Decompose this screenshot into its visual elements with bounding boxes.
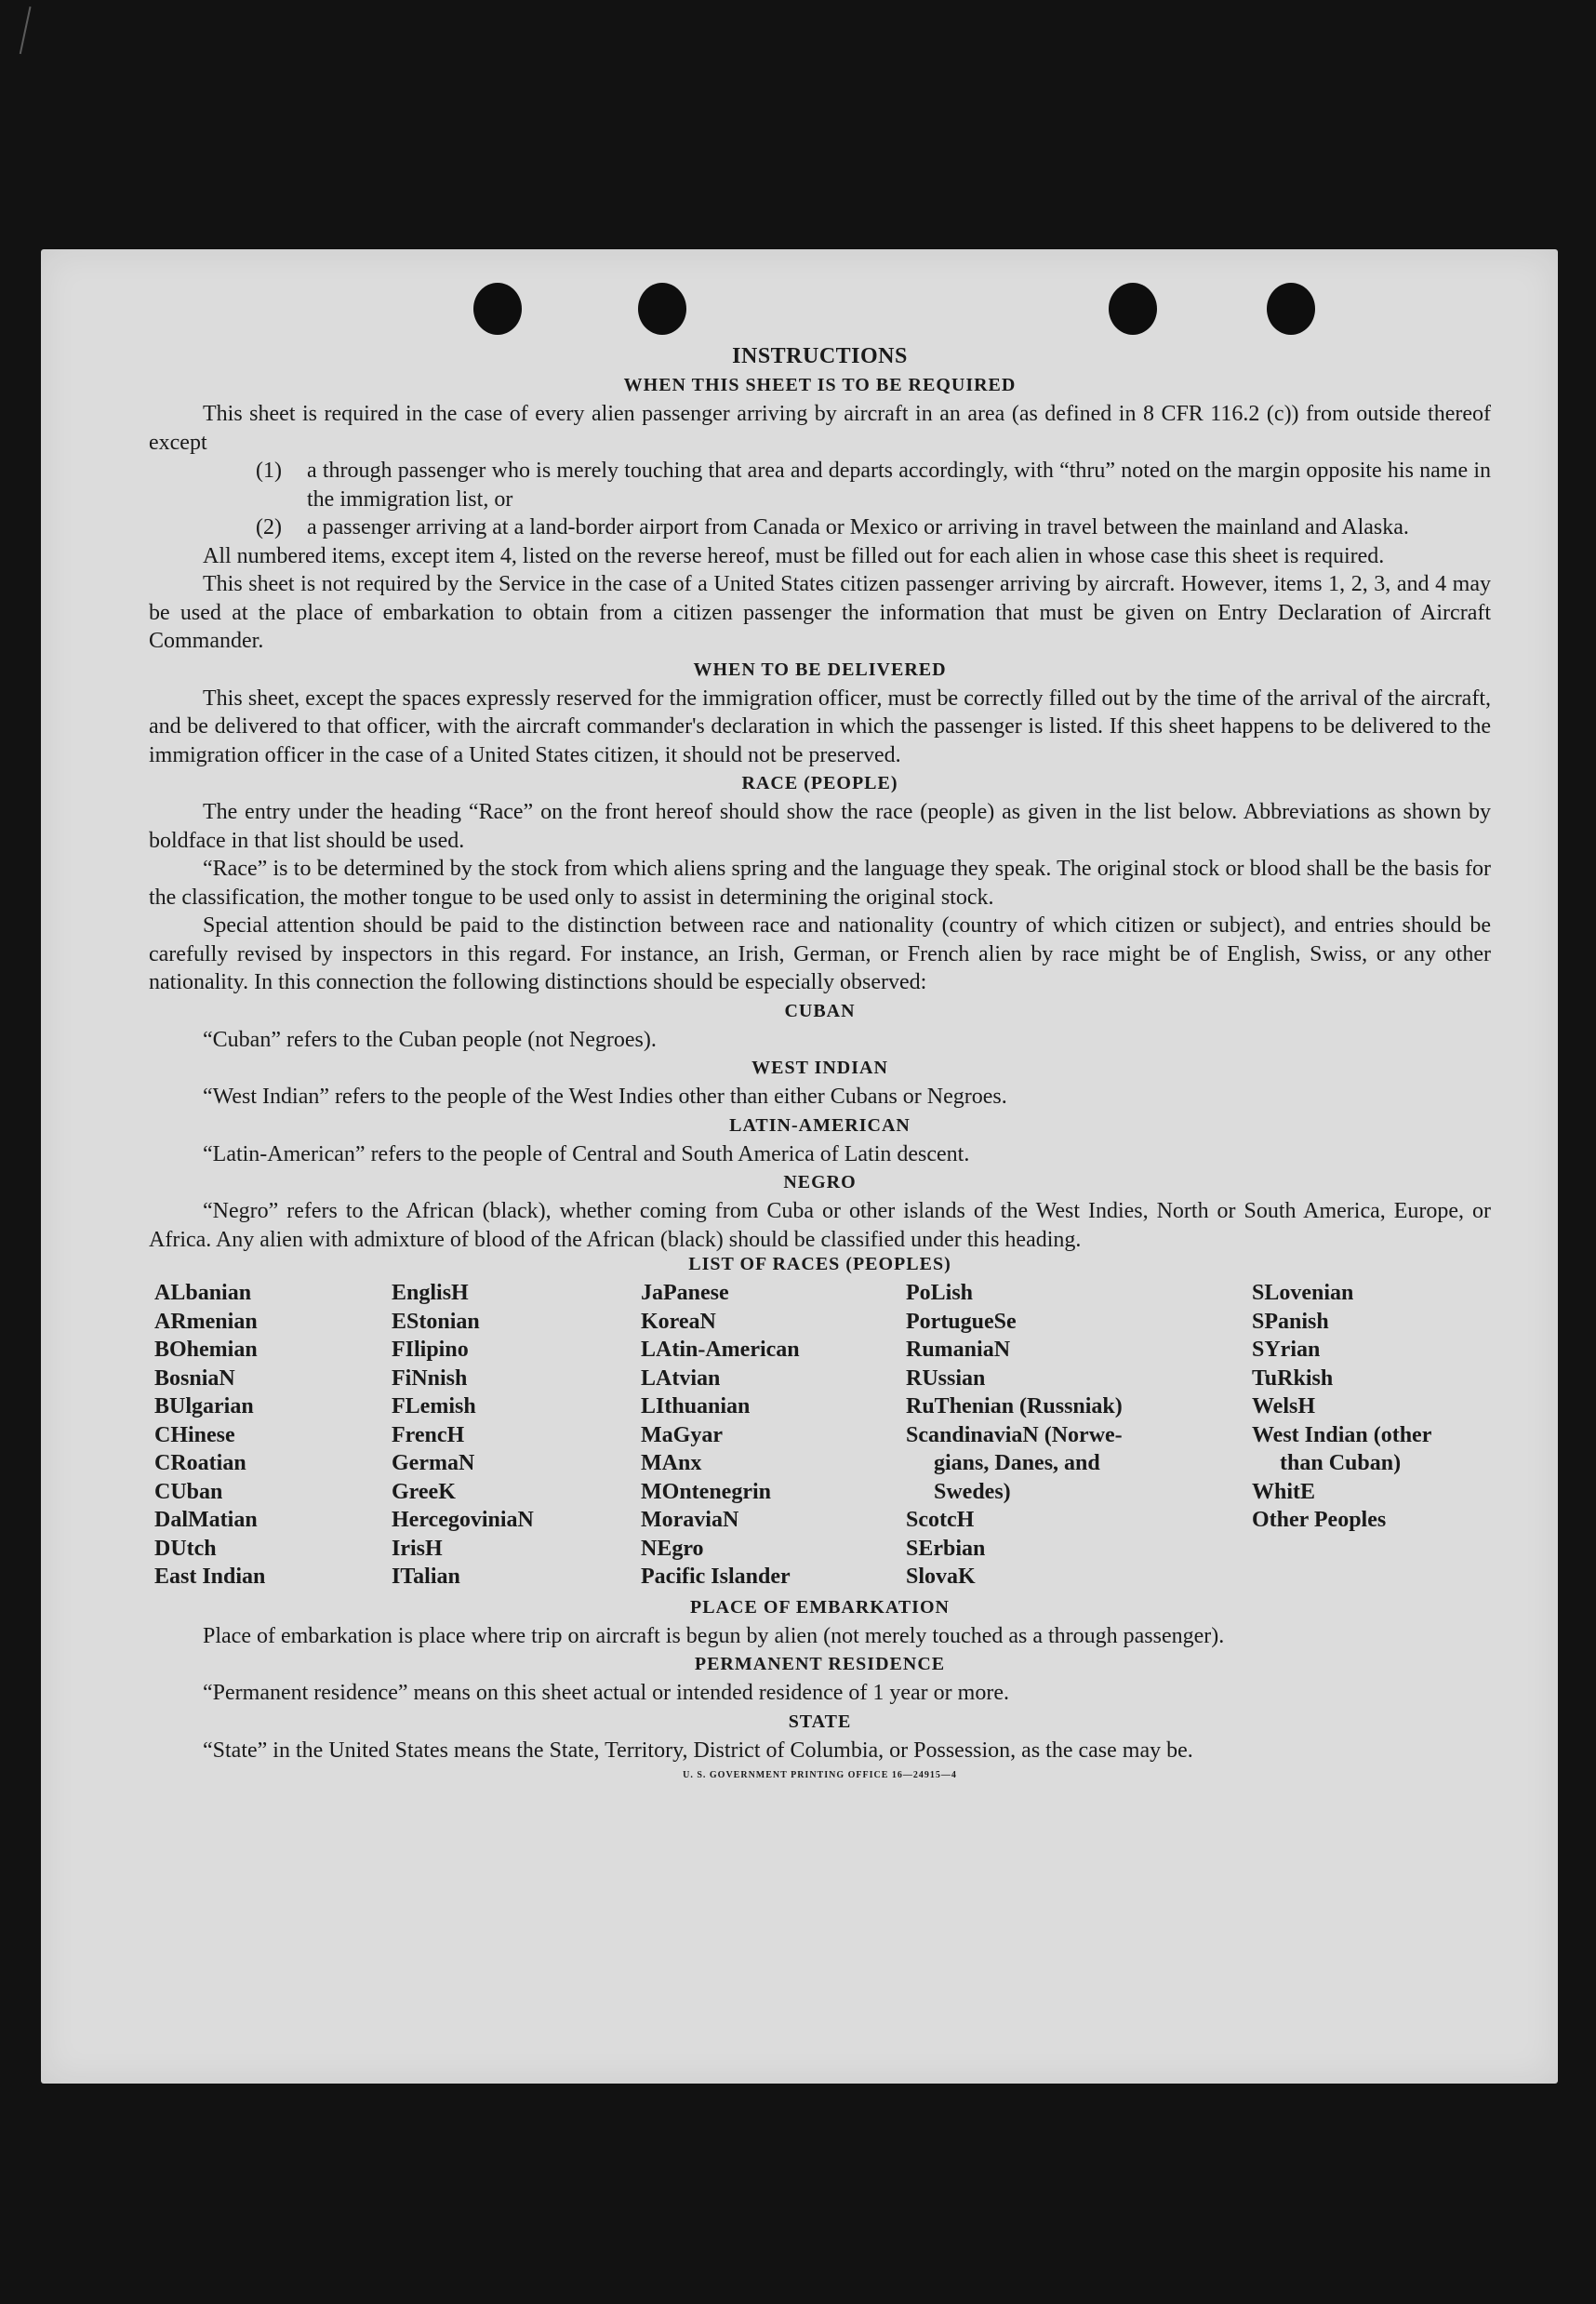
item-text: a through passenger who is merely touching that area and departs accordingly, with “thru” noted on the margin opposite his name in the immigration list, or bbox=[307, 459, 1491, 512]
race-entry: ScandinaviaN (Norwe- bbox=[906, 1422, 1123, 1447]
race-entry: SlovaK bbox=[906, 1565, 976, 1589]
race-para2: “Race” is to be determined by the stock from which aliens spring and the language they speak. The original stock or blood shall be the basis for the classification, the mother tongue to be used only to assist in determining the original stock. bbox=[149, 857, 1491, 910]
race-entry: LIthuanian bbox=[641, 1394, 751, 1418]
item-text: a passenger arriving at a land-border airport from Canada or Mexico or arriving in travel between the mainland and Alaska. bbox=[307, 515, 1409, 539]
item-number: (1) bbox=[256, 459, 282, 483]
race-entry: DUtch bbox=[154, 1536, 217, 1561]
page-title: INSTRUCTIONS bbox=[732, 344, 908, 368]
race-entry: MOntenegrin bbox=[641, 1479, 771, 1504]
race-entry: WelsH bbox=[1252, 1394, 1316, 1418]
race-entry: East Indian bbox=[154, 1565, 266, 1589]
section-title-residence: PERMANENT RESIDENCE bbox=[694, 1654, 946, 1674]
section-title-cuban: CUBAN bbox=[784, 1000, 856, 1021]
race-list bbox=[154, 1279, 1491, 1591]
race-entry: SErbian bbox=[906, 1536, 986, 1561]
residence-text: “Permanent residence” means on this sheet actual or intended residence of 1 year or more. bbox=[203, 1681, 1009, 1705]
race-entry: GermaN bbox=[392, 1451, 475, 1475]
race-entry: Pacific Islander bbox=[641, 1565, 791, 1589]
section-title-negro: NEGRO bbox=[783, 1172, 857, 1192]
race-entry-continuation: Swedes) bbox=[934, 1479, 1011, 1504]
race-entry: SYrian bbox=[1252, 1338, 1321, 1362]
race-entry-continuation: than Cuban) bbox=[1280, 1451, 1402, 1475]
race-entry: TuRkish bbox=[1252, 1365, 1334, 1391]
race-entry: DalMatian bbox=[154, 1508, 258, 1532]
race-entry: MoraviaN bbox=[641, 1508, 739, 1532]
race-entry: NEgro bbox=[641, 1536, 704, 1561]
race-entry: PoLish bbox=[906, 1281, 974, 1305]
race-entry: LAtin-American bbox=[641, 1338, 800, 1362]
exception-item bbox=[256, 457, 1491, 513]
race-entry: KoreaN bbox=[641, 1309, 716, 1334]
race-entry: FIlipino bbox=[392, 1338, 469, 1362]
margin-mark bbox=[20, 7, 44, 57]
race-entry: RuThenian (Russniak) bbox=[906, 1394, 1123, 1418]
race-entry: HercegoviniaN bbox=[392, 1508, 534, 1532]
section-title-when-delivered: WHEN TO BE DELIVERED bbox=[693, 659, 947, 680]
race-column bbox=[641, 1279, 906, 1591]
exception-item bbox=[256, 513, 1491, 542]
section-title-embarkation: PLACE OF EMBARKATION bbox=[690, 1596, 950, 1618]
race-column bbox=[906, 1279, 1252, 1591]
race-entry: BosniaN bbox=[154, 1365, 235, 1391]
race-entry: ALbanian bbox=[154, 1281, 252, 1305]
section-title-race-list: LIST OF RACES (PEOPLES) bbox=[688, 1254, 951, 1274]
instruction-sheet bbox=[41, 249, 1558, 2084]
race-entry: RumaniaN bbox=[906, 1338, 1011, 1362]
race-entry: West Indian (other bbox=[1252, 1422, 1432, 1447]
race-entry: JaPanese bbox=[641, 1281, 729, 1305]
punch-hole bbox=[1267, 283, 1315, 335]
item-number: (2) bbox=[256, 515, 282, 539]
race-entry-continuation: gians, Danes, and bbox=[934, 1451, 1100, 1475]
race-column bbox=[1252, 1279, 1494, 1591]
race-entry: CHinese bbox=[154, 1422, 235, 1447]
race-entry: PortugueSe bbox=[906, 1309, 1017, 1334]
when-required-para2: All numbered items, except item 4, listed on the reverse hereof, must be filled out for each alien in whose case this sheet is required. bbox=[203, 543, 1385, 568]
section-title-west-indian: WEST INDIAN bbox=[751, 1058, 888, 1078]
punch-hole bbox=[638, 283, 686, 335]
race-entry: BOhemian bbox=[154, 1338, 258, 1362]
race-entry: ITalian bbox=[392, 1565, 460, 1589]
race-entry: RUssian bbox=[906, 1365, 986, 1391]
race-entry: ScotcH bbox=[906, 1508, 975, 1532]
race-entry: FiNnish bbox=[392, 1365, 468, 1391]
race-column bbox=[392, 1279, 641, 1591]
race-entry: LAtvian bbox=[641, 1365, 721, 1391]
west-indian-text: “West Indian” refers to the people of the West Indies other than either Cubans or Negroes. bbox=[203, 1085, 1007, 1109]
race-para3: Special attention should be paid to the distinction between race and nationality (country of which citizen or subject), and entries should be carefully revised by inspectors in this regard. For instance, an Irish, German, or French alien by race might be of English, Swiss, or any other nationality. In this connection the following distinctions should be especially observed: bbox=[149, 913, 1491, 994]
race-entry: ARmenian bbox=[154, 1309, 258, 1334]
race-entry: CUban bbox=[154, 1479, 223, 1504]
race-entry: EStonian bbox=[392, 1309, 480, 1334]
race-column bbox=[154, 1279, 392, 1591]
race-entry: SPanish bbox=[1252, 1309, 1329, 1334]
punch-hole bbox=[473, 283, 522, 335]
state-text: “State” in the United States means the State, Territory, District of Columbia, or Possession, as the case may be. bbox=[203, 1738, 1193, 1763]
race-entry: WhitE bbox=[1252, 1479, 1316, 1504]
cuban-text: “Cuban” refers to the Cuban people (not Negroes). bbox=[203, 1027, 657, 1052]
section-title-race: RACE (PEOPLE) bbox=[741, 773, 898, 793]
race-entry: MaGyar bbox=[641, 1422, 723, 1447]
section-title-latin-american: LATIN-AMERICAN bbox=[729, 1114, 911, 1136]
printing-office-footer: U. S. GOVERNMENT PRINTING OFFICE 16—24915—4 bbox=[683, 1770, 957, 1780]
when-required-para3: This sheet is not required by the Service in the case of a United States citizen passenger arriving by aircraft. However, items 1, 2, 3, and 4 may be used at the place of embarkation to obtain from a citizen passenger the information that must be given on Entry Declaration of Aircraft Commander. bbox=[149, 572, 1491, 653]
section-title-state: STATE bbox=[788, 1711, 852, 1732]
when-required-intro: This sheet is required in the case of every alien passenger arriving by aircraft in an area (as defined in 8 CFR 116.2 (c)) from outside thereof except bbox=[149, 402, 1491, 455]
race-entry: IrisH bbox=[392, 1536, 443, 1561]
race-para1: The entry under the heading “Race” on the front hereof should show the race (people) as given in the list below. Abbreviations as shown by boldface in that list should be used. bbox=[149, 800, 1491, 853]
race-entry: Other Peoples bbox=[1252, 1508, 1387, 1532]
section-title-when-required: WHEN THIS SHEET IS TO BE REQUIRED bbox=[623, 375, 1017, 395]
race-entry: EnglisH bbox=[392, 1281, 469, 1305]
race-entry: BUlgarian bbox=[154, 1394, 254, 1418]
race-entry: SLovenian bbox=[1252, 1281, 1354, 1305]
latin-american-text: “Latin-American” refers to the people of Central and South America of Latin descent. bbox=[203, 1141, 970, 1166]
race-entry: FLemish bbox=[392, 1394, 476, 1418]
race-entry: GreeK bbox=[392, 1479, 456, 1504]
race-entry: CRoatian bbox=[154, 1451, 246, 1475]
race-entry: FrencH bbox=[392, 1422, 465, 1447]
negro-text: “Negro” refers to the African (black), whether coming from Cuba or other islands of the West Indies, North or South America, Europe, or Africa. Any alien with admixture of blood of the African (black) should be classified under this heading. bbox=[149, 1199, 1491, 1252]
embarkation-text: Place of embarkation is place where trip on aircraft is begun by alien (not merely touched as a through passenger). bbox=[203, 1623, 1225, 1648]
race-entry: MAnx bbox=[641, 1451, 702, 1475]
when-delivered-text: This sheet, except the spaces expressly reserved for the immigration officer, must be correctly filled out by the time of the arrival of the aircraft, and be delivered to that officer, with the aircraft commander's declaration in which the passenger is listed. If this sheet happens to be delivered to the immigration officer in the case of a United States citizen, it should not be preserved. bbox=[149, 686, 1491, 767]
punch-hole bbox=[1109, 283, 1157, 335]
